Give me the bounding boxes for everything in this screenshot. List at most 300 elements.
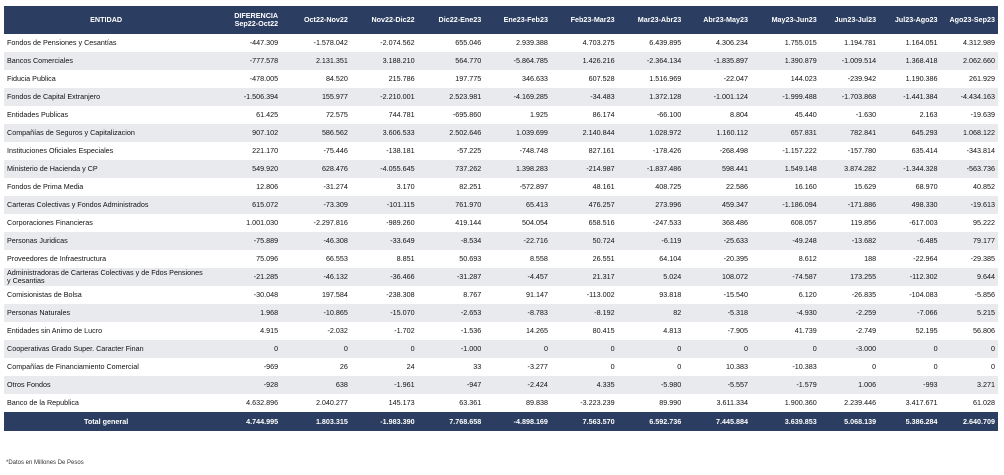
value-cell: -1.702 (351, 322, 418, 340)
value-cell: 24 (351, 358, 418, 376)
value-cell: 549.920 (208, 160, 281, 178)
value-cell: 16.160 (751, 178, 820, 196)
value-cell: -247.533 (618, 214, 685, 232)
value-cell: -2.364.134 (618, 52, 685, 70)
entity-name-cell: Compañías de Financiamiento Comercial (4, 358, 208, 376)
value-cell: -5.318 (684, 304, 751, 322)
value-cell: -57.225 (418, 142, 485, 160)
total-value-cell: 7.563.570 (551, 412, 618, 431)
value-cell: 2.140.844 (551, 124, 618, 142)
entity-name-cell: Cooperativas Grado Super. Caracter Finan (4, 340, 208, 358)
value-cell: -104.083 (879, 286, 940, 304)
value-cell: 1.190.386 (879, 70, 940, 88)
value-cell: -31.274 (281, 178, 351, 196)
total-value-cell: 2.640.709 (941, 412, 998, 431)
value-cell: 761.970 (418, 196, 485, 214)
value-cell: 0 (208, 340, 281, 358)
value-cell: 0 (551, 358, 618, 376)
value-cell: -157.780 (820, 142, 879, 160)
entity-name-cell: Otros Fondos (4, 376, 208, 394)
column-header (941, 6, 998, 34)
value-cell: 221.170 (208, 142, 281, 160)
value-cell: -15.540 (684, 286, 751, 304)
value-cell: -36.466 (351, 268, 418, 286)
value-cell: 8.804 (684, 106, 751, 124)
entity-name-cell: Entidades Publicas (4, 106, 208, 124)
value-cell: 1.516.969 (618, 70, 685, 88)
value-cell: -21.285 (208, 268, 281, 286)
value-cell: -214.987 (551, 160, 618, 178)
entity-name-cell: Bancos Comerciales (4, 52, 208, 70)
value-cell: -1.579 (751, 376, 820, 394)
value-cell: 56.806 (941, 322, 998, 340)
entity-name-cell: Proveedores de Infraestructura (4, 250, 208, 268)
value-cell: 658.516 (551, 214, 618, 232)
table-row (4, 106, 998, 124)
table-row (4, 304, 998, 322)
value-cell: 0 (551, 340, 618, 358)
value-cell: -1.186.094 (751, 196, 820, 214)
value-cell: -13.682 (820, 232, 879, 250)
value-cell: 1.164.051 (879, 34, 940, 52)
value-cell: 408.725 (618, 178, 685, 196)
value-cell: 10.383 (684, 358, 751, 376)
table-body (4, 34, 998, 412)
value-cell: -2.210.001 (351, 88, 418, 106)
value-cell: 63.361 (418, 394, 485, 412)
value-cell: 608.057 (751, 214, 820, 232)
value-cell: -239.942 (820, 70, 879, 88)
entity-name-cell: Compañías de Seguros y Capitalizacion (4, 124, 208, 142)
value-cell: 657.831 (751, 124, 820, 142)
total-value-cell: -4.898.169 (484, 412, 551, 431)
value-cell: -563.736 (941, 160, 998, 178)
column-header-entidad: ENTIDAD (4, 6, 208, 34)
table-row (4, 232, 998, 250)
value-cell: -1.835.897 (684, 52, 751, 70)
value-cell: -15.070 (351, 304, 418, 322)
value-cell: -1.536 (418, 322, 485, 340)
value-cell: -3.000 (820, 340, 879, 358)
value-cell: 655.046 (418, 34, 485, 52)
value-cell: 12.806 (208, 178, 281, 196)
column-header-line2: Ago23-Sep23 (949, 15, 995, 24)
value-cell: 4.632.896 (208, 394, 281, 412)
value-cell: -7.905 (684, 322, 751, 340)
footnote: *Datos en Millones De Pesos (6, 460, 84, 466)
value-cell: 95.222 (941, 214, 998, 232)
value-cell: -46.132 (281, 268, 351, 286)
total-value-cell: 1.803.315 (281, 412, 351, 431)
value-cell: 1.398.283 (484, 160, 551, 178)
total-label: Total general (4, 412, 208, 431)
data-table-container (4, 6, 998, 431)
value-cell: 564.770 (418, 52, 485, 70)
value-cell: 9.644 (941, 268, 998, 286)
table-row (4, 34, 998, 52)
value-cell: 79.177 (941, 232, 998, 250)
table-row (4, 322, 998, 340)
value-cell: 66.553 (281, 250, 351, 268)
value-cell: 14.265 (484, 322, 551, 340)
value-cell: -34.483 (551, 88, 618, 106)
column-header (684, 6, 751, 34)
value-cell: -5.856 (941, 286, 998, 304)
value-cell: -1.001.124 (684, 88, 751, 106)
value-cell: 80.415 (551, 322, 618, 340)
value-cell: -7.066 (879, 304, 940, 322)
entity-name-cell: Banco de la Republica (4, 394, 208, 412)
value-cell: 50.724 (551, 232, 618, 250)
value-cell: 1.006 (820, 376, 879, 394)
value-cell: 2.040.277 (281, 394, 351, 412)
value-cell: 215.786 (351, 70, 418, 88)
entity-name-cell: Fondos de Pensiones y Cesantías (4, 34, 208, 52)
value-cell: -75.446 (281, 142, 351, 160)
value-cell: 744.781 (351, 106, 418, 124)
value-cell: -5.980 (618, 376, 685, 394)
value-cell: 2.502.646 (418, 124, 485, 142)
value-cell: -66.100 (618, 106, 685, 124)
table-header-row (4, 6, 998, 34)
value-cell: -30.048 (208, 286, 281, 304)
value-cell: 0 (879, 358, 940, 376)
total-value-cell: 3.639.853 (751, 412, 820, 431)
value-cell: -138.181 (351, 142, 418, 160)
value-cell: 84.520 (281, 70, 351, 88)
value-cell: 65.413 (484, 196, 551, 214)
entity-name-cell: Personas Naturales (4, 304, 208, 322)
value-cell: 50.693 (418, 250, 485, 268)
entity-name-cell: Corporaciones Financieras (4, 214, 208, 232)
column-header (418, 6, 485, 34)
value-cell: -343.814 (941, 142, 998, 160)
value-cell: 1.368.418 (879, 52, 940, 70)
entity-name-cell: Fondos de Capital Extranjero (4, 88, 208, 106)
value-cell: 4.813 (618, 322, 685, 340)
table-row (4, 268, 998, 286)
value-cell: -748.748 (484, 142, 551, 160)
value-cell: -777.578 (208, 52, 281, 70)
value-cell: -1.630 (820, 106, 879, 124)
value-cell: 22.586 (684, 178, 751, 196)
value-cell: 48.161 (551, 178, 618, 196)
table-total-row (4, 412, 998, 431)
value-cell: 82 (618, 304, 685, 322)
column-header (281, 6, 351, 34)
column-header-line2: Abr23-May23 (703, 15, 748, 24)
value-cell: 93.818 (618, 286, 685, 304)
table-row (4, 376, 998, 394)
value-cell: 68.970 (879, 178, 940, 196)
entity-name-cell: Carteras Colectivas y Fondos Administrados (4, 196, 208, 214)
value-cell: 119.856 (820, 214, 879, 232)
value-cell: -617.003 (879, 214, 940, 232)
value-cell: 607.528 (551, 70, 618, 88)
value-cell: 8.612 (751, 250, 820, 268)
value-cell: -4.930 (751, 304, 820, 322)
entity-name-cell: Ministerio de Hacienda y CP (4, 160, 208, 178)
value-cell: -19.613 (941, 196, 998, 214)
column-header-line2: May23-Jun23 (771, 15, 817, 24)
value-cell: 504.054 (484, 214, 551, 232)
value-cell: -31.287 (418, 268, 485, 286)
value-cell: -2.259 (820, 304, 879, 322)
value-cell: 2.239.446 (820, 394, 879, 412)
value-cell: -2.653 (418, 304, 485, 322)
value-cell: 1.028.972 (618, 124, 685, 142)
value-cell: -5.557 (684, 376, 751, 394)
value-cell: -3.223.239 (551, 394, 618, 412)
table-row (4, 358, 998, 376)
value-cell: 61.028 (941, 394, 998, 412)
value-cell: 0 (618, 358, 685, 376)
value-cell: -19.639 (941, 106, 998, 124)
value-cell: 2.523.981 (418, 88, 485, 106)
value-cell: -572.897 (484, 178, 551, 196)
value-cell: -695.860 (418, 106, 485, 124)
value-cell: -8.783 (484, 304, 551, 322)
entity-name-cell: Instituciones Oficiales Especiales (4, 142, 208, 160)
value-cell: -6.485 (879, 232, 940, 250)
value-cell: 40.852 (941, 178, 998, 196)
total-value-cell: 5.386.284 (879, 412, 940, 431)
value-cell: 26.551 (551, 250, 618, 268)
value-cell: 41.739 (751, 322, 820, 340)
value-cell: 419.144 (418, 214, 485, 232)
value-cell: 82.251 (418, 178, 485, 196)
table-row (4, 286, 998, 304)
value-cell: -33.649 (351, 232, 418, 250)
value-cell: -29.385 (941, 250, 998, 268)
value-cell: -1.961 (351, 376, 418, 394)
entity-name-cell: Administradoras de Carteras Colectivas y de Fdos Pensiones y Cesantias (4, 268, 208, 286)
column-header-line2: Feb23-Mar23 (570, 15, 615, 24)
value-cell: -2.032 (281, 322, 351, 340)
table-row (4, 124, 998, 142)
value-cell: 26 (281, 358, 351, 376)
value-cell: -947 (418, 376, 485, 394)
column-header-line2: Oct22-Nov22 (303, 15, 348, 24)
value-cell: -1.009.514 (820, 52, 879, 70)
value-cell: 33 (418, 358, 485, 376)
column-header-line2: Dic22-Ene23 (438, 15, 482, 24)
column-header (351, 6, 418, 34)
value-cell: -26.835 (820, 286, 879, 304)
value-cell: -22.716 (484, 232, 551, 250)
column-header-line2: Jun23-Jul23 (834, 15, 877, 24)
total-value-cell: 4.744.995 (208, 412, 281, 431)
value-cell: -447.309 (208, 34, 281, 52)
value-cell: 1.194.781 (820, 34, 879, 52)
value-cell: 2.163 (879, 106, 940, 124)
table-row (4, 340, 998, 358)
value-cell: -1.506.394 (208, 88, 281, 106)
value-cell: 61.425 (208, 106, 281, 124)
value-cell: 1.549.148 (751, 160, 820, 178)
table-row (4, 394, 998, 412)
value-cell: 2.939.388 (484, 34, 551, 52)
value-cell: 1.925 (484, 106, 551, 124)
value-cell: -1.837.486 (618, 160, 685, 178)
table-row (4, 178, 998, 196)
table-row (4, 160, 998, 178)
value-cell: 64.104 (618, 250, 685, 268)
value-cell: 5.024 (618, 268, 685, 286)
value-cell: 261.929 (941, 70, 998, 88)
value-cell: -20.395 (684, 250, 751, 268)
value-cell: -2.074.562 (351, 34, 418, 52)
value-cell: 0 (684, 340, 751, 358)
value-cell: 1.426.216 (551, 52, 618, 70)
value-cell: -1.441.384 (879, 88, 940, 106)
value-cell: 173.255 (820, 268, 879, 286)
value-cell: 1.900.360 (751, 394, 820, 412)
value-cell: 2.062.660 (941, 52, 998, 70)
value-cell: 273.996 (618, 196, 685, 214)
value-cell: 6.439.895 (618, 34, 685, 52)
value-cell: -6.119 (618, 232, 685, 250)
value-cell: -2.424 (484, 376, 551, 394)
value-cell: 91.147 (484, 286, 551, 304)
column-header-line2: Mar23-Abr23 (637, 15, 682, 24)
value-cell: 645.293 (879, 124, 940, 142)
value-cell: 4.306.234 (684, 34, 751, 52)
entity-name-cell: Fondos de Prima Media (4, 178, 208, 196)
value-cell: -4.169.285 (484, 88, 551, 106)
column-header (208, 6, 281, 34)
column-header-line1: DIFERENCIA (234, 11, 279, 20)
value-cell: 144.023 (751, 70, 820, 88)
value-cell: -4.434.163 (941, 88, 998, 106)
value-cell: -25.633 (684, 232, 751, 250)
value-cell: 45.440 (751, 106, 820, 124)
value-cell: 3.188.210 (351, 52, 418, 70)
value-cell: -73.309 (281, 196, 351, 214)
value-cell: 827.161 (551, 142, 618, 160)
table-row (4, 250, 998, 268)
column-header (484, 6, 551, 34)
entity-name-cell: Comisionistas de Bolsa (4, 286, 208, 304)
value-cell: -989.260 (351, 214, 418, 232)
table-row (4, 88, 998, 106)
column-header-line2: Ene23-Feb23 (503, 15, 548, 24)
value-cell: 1.039.699 (484, 124, 551, 142)
table-row (4, 52, 998, 70)
value-cell: 1.968 (208, 304, 281, 322)
value-cell: 476.257 (551, 196, 618, 214)
value-cell: -478.005 (208, 70, 281, 88)
value-cell: -8.534 (418, 232, 485, 250)
value-cell: 3.271 (941, 376, 998, 394)
value-cell: 598.441 (684, 160, 751, 178)
column-header (820, 6, 879, 34)
value-cell: 4.312.989 (941, 34, 998, 52)
table-row (4, 70, 998, 88)
value-cell: -101.115 (351, 196, 418, 214)
value-cell: -112.302 (879, 268, 940, 286)
value-cell: 108.072 (684, 268, 751, 286)
value-cell: 0 (351, 340, 418, 358)
value-cell: 3.170 (351, 178, 418, 196)
value-cell: -2.749 (820, 322, 879, 340)
value-cell: 628.476 (281, 160, 351, 178)
value-cell: 15.629 (820, 178, 879, 196)
value-cell: -22.047 (684, 70, 751, 88)
value-cell: 2.131.351 (281, 52, 351, 70)
value-cell: 75.096 (208, 250, 281, 268)
value-cell: -928 (208, 376, 281, 394)
value-cell: 498.330 (879, 196, 940, 214)
value-cell: 1.068.122 (941, 124, 998, 142)
value-cell: 615.072 (208, 196, 281, 214)
entity-name-cell: Entidades sin Animo de Lucro (4, 322, 208, 340)
value-cell: 459.347 (684, 196, 751, 214)
value-cell: -1.000 (418, 340, 485, 358)
value-cell: 3.417.671 (879, 394, 940, 412)
value-cell: 586.562 (281, 124, 351, 142)
column-header-line2: Jul23-Ago23 (894, 15, 938, 24)
value-cell: 188 (820, 250, 879, 268)
column-header-line2: Sep22-Oct22 (234, 19, 279, 28)
column-header (618, 6, 685, 34)
column-header (879, 6, 940, 34)
total-value-cell: 5.068.139 (820, 412, 879, 431)
value-cell: -1.703.868 (820, 88, 879, 106)
value-cell: -74.587 (751, 268, 820, 286)
value-cell: 52.195 (879, 322, 940, 340)
value-cell: 89.838 (484, 394, 551, 412)
value-cell: 197.584 (281, 286, 351, 304)
value-cell: -46.308 (281, 232, 351, 250)
total-value-cell: -1.983.390 (351, 412, 418, 431)
value-cell: 145.173 (351, 394, 418, 412)
column-header (551, 6, 618, 34)
value-cell: 0 (484, 340, 551, 358)
value-cell: -10.865 (281, 304, 351, 322)
value-cell: 0 (879, 340, 940, 358)
value-cell: 155.977 (281, 88, 351, 106)
value-cell: 6.120 (751, 286, 820, 304)
value-cell: 8.767 (418, 286, 485, 304)
value-cell: 86.174 (551, 106, 618, 124)
total-value-cell: 6.592.736 (618, 412, 685, 431)
table-row (4, 142, 998, 160)
value-cell: 1.001.030 (208, 214, 281, 232)
value-cell: -5.864.785 (484, 52, 551, 70)
value-cell: -993 (879, 376, 940, 394)
value-cell: 8.558 (484, 250, 551, 268)
value-cell: 737.262 (418, 160, 485, 178)
value-cell: -4.457 (484, 268, 551, 286)
value-cell: -1.344.328 (879, 160, 940, 178)
value-cell: 4.703.275 (551, 34, 618, 52)
value-cell: 0 (820, 358, 879, 376)
value-cell: -22.964 (879, 250, 940, 268)
data-table (4, 6, 998, 431)
value-cell: -4.055.645 (351, 160, 418, 178)
value-cell: 0 (751, 340, 820, 358)
value-cell: -49.248 (751, 232, 820, 250)
value-cell: 0 (941, 340, 998, 358)
value-cell: 0 (941, 358, 998, 376)
value-cell: -238.308 (351, 286, 418, 304)
value-cell: 1.390.879 (751, 52, 820, 70)
value-cell: -3.277 (484, 358, 551, 376)
value-cell: 635.414 (879, 142, 940, 160)
value-cell: 89.990 (618, 394, 685, 412)
value-cell: 907.102 (208, 124, 281, 142)
